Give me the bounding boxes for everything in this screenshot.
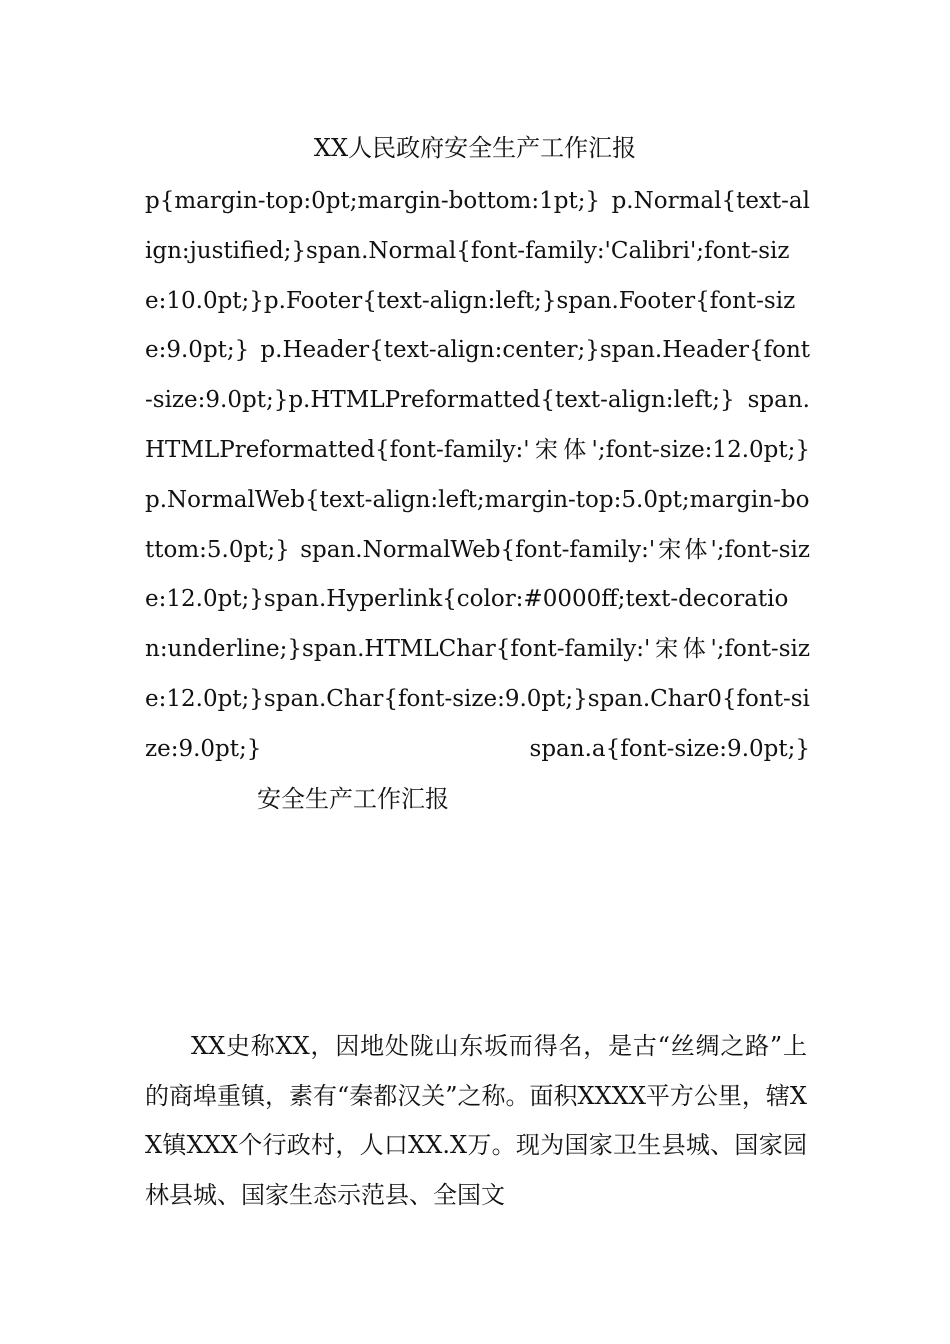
body-paragraph: XX史称XX，因地处陇山东坂而得名，是古“丝绸之路”上的商埠重镇，素有“秦都汉关”之称。面积XXXX平方公里，辖XX镇XXX个行政村，人口XX.X万。现为国家卫生县城、国家园林县城、国家生态示范县、全国文 [145, 1032, 807, 1209]
section-subheading: 安全生产工作汇报 [257, 784, 449, 813]
document-title: XX人民政府安全生产工作汇报 [313, 134, 637, 162]
embedded-css-text [145, 177, 810, 825]
css-text-content: p{margin-top:0pt;margin-bottom:1pt;} p.Normal{text-align:justified;}span.Normal{font-family:'Calibri';font-size:10.0pt;}p.Footer{text-align:left;}span.Footer{font-size:9.0pt;} p.Header{text-align:center;}span.Header{font-size:9.0pt;}p.HTMLPreformatted{text-align:left;} span.HTMLPreformatted{font-family:'宋体';font-size:12.0pt;}p.NormalWeb{text-align:left;margin-top:5.0pt;margin-bottom:5.0pt;} span.NormalWeb{font-family:'宋体';font-size:12.0pt;}span.Hyperlink{color:#0000ff;text-decoration:underline;}span.HTMLChar{font-family:'宋体';font-size:12.0pt;}span.Char{font-size:9.0pt;}span.Char0{font-size:9.0pt;} span.a{font-size:9.0pt;} [145, 188, 810, 762]
